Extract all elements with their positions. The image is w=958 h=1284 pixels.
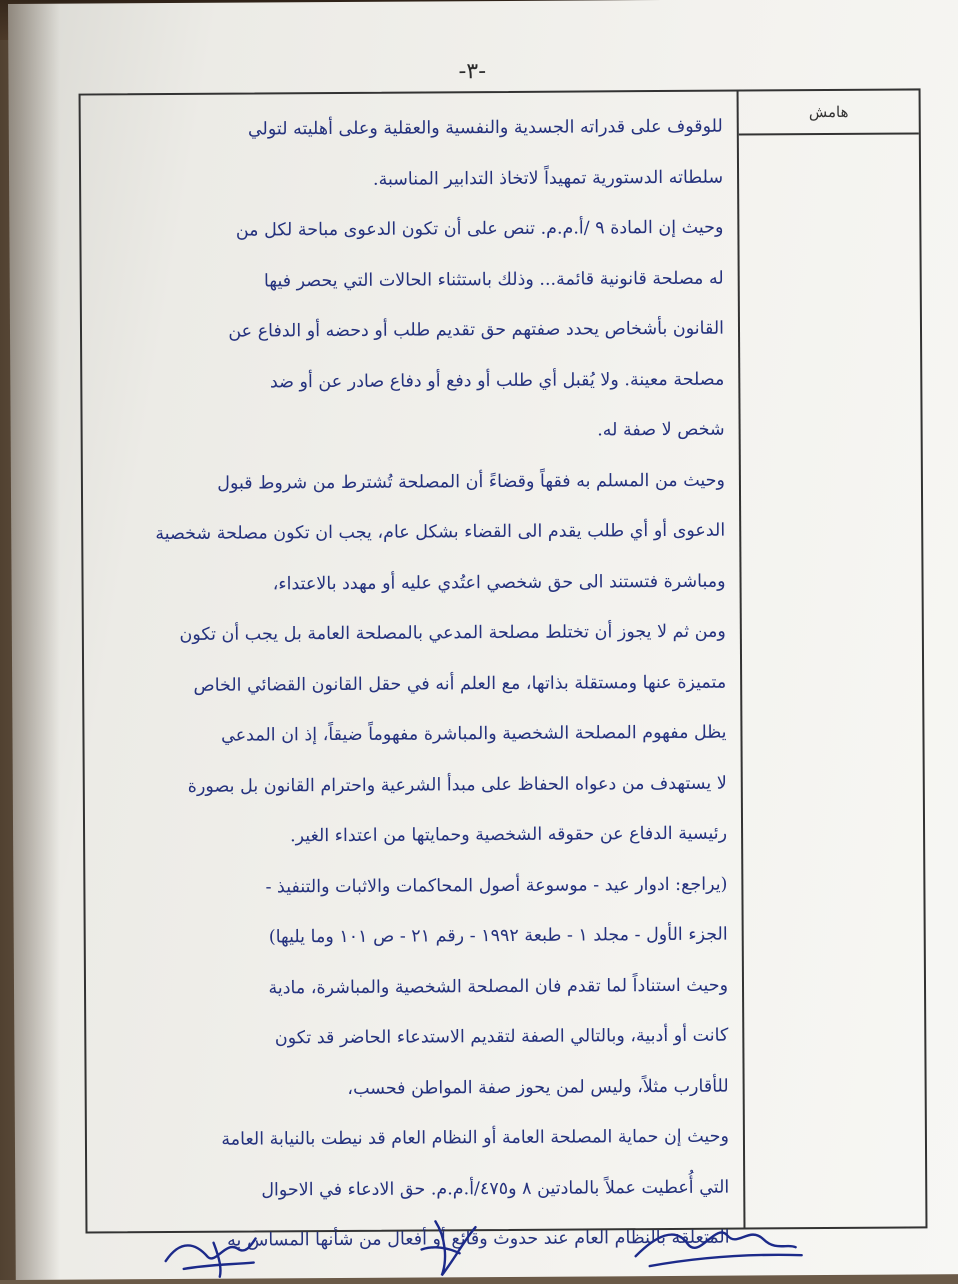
text-line: شخص لا صفة له.	[597, 419, 725, 441]
handwritten-text	[81, 92, 744, 1251]
document-page	[8, 0, 958, 1280]
signatures-row	[15, 1194, 958, 1284]
text-line: مصلحة معينة. ولا يُقبل أي طلب أو دفع أو دفاع صادر عن أو ضد	[269, 369, 725, 392]
text-line: لا يستهدف من دعواه الحفاظ على مبدأ الشرعية واحترام القانون بل بصورة	[187, 773, 727, 797]
signature-left	[166, 1239, 256, 1278]
text-line: ومباشرة فتستند الى حق شخصي اعتُدي عليه أو مهدد بالاعتداء،	[272, 571, 726, 594]
text-line: القانون بأشخاص يحدد صفتهم حق تقديم طلب أو دحضه أو الدفاع عن	[228, 318, 725, 342]
text-line: المتعلقة بالنظام العام عند حدوث وقائع أو أفعال من شأنها المساس به	[227, 1227, 730, 1251]
page-shadow	[0, 0, 60, 1280]
text-line: يظل مفهوم المصلحة الشخصية والمباشرة مفهوماً ضيقاً، إذ ان المدعي	[221, 722, 727, 746]
margin-header: هامش	[739, 90, 919, 135]
text-line: وحيث إن حماية المصلحة العامة أو النظام العام قد نيطت بالنيابة العامة	[221, 1126, 729, 1150]
page-number: -٣-	[458, 59, 487, 85]
text-line: كانت أو أدبية، وبالتالي الصفة لتقديم الاستدعاء الحاضر قد تكون	[274, 1025, 729, 1049]
text-line: متميزة عنها ومستقلة بذاتها، مع العلم أنه في حقل القانون القضائي الخاص	[193, 672, 727, 696]
text-line: ومن ثم لا يجوز أن تختلط مصلحة المدعي بالمصلحة العامة بل يجب أن تكون	[179, 621, 726, 645]
signature-right	[636, 1232, 802, 1266]
text-line: وحيث إن المادة ٩ /أ.م.م. تنص على أن تكون الدعوى مباحة لكل من	[235, 217, 724, 241]
text-line: له مصلحة قانونية قائمة... وذلك باستثناء الحالات التي يحصر فيها	[263, 268, 724, 291]
text-line: الجزء الأول - مجلد ١ - طبعة ١٩٩٢ - رقم ٢١ - ص ١٠١ وما يليها)	[268, 924, 728, 948]
text-line: وحيث استناداً لما تقدم فان المصلحة الشخصية والمباشرة، مادية	[268, 975, 729, 998]
text-line: وحيث من المسلم به فقهاً وقضاءً أن المصلحة تُشترط من شروط قبول	[217, 470, 725, 494]
text-line: رئيسية الدفاع عن حقوقه الشخصية وحمايتها من اعتداء الغير.	[289, 823, 728, 847]
text-line: (يراجع: ادوار عيد - موسوعة أصول المحاكمات والاثبات والتنفيذ -	[265, 874, 728, 897]
signature-middle	[421, 1221, 475, 1275]
text-line: سلطاته الدستورية تمهيداً لاتخاذ التدابير المناسبة.	[372, 167, 724, 190]
text-line: للوقوف على قدراته الجسدية والنفسية والعقلية وعلى أهليته لتولي	[247, 116, 723, 140]
margin-column	[737, 90, 926, 1227]
text-line: الدعوى أو أي طلب يقدم الى القضاء بشكل عام، يجب ان تكون مصلحة شخصية	[155, 520, 726, 545]
text-line: التي أُعطيت عملاً بالمادتين ٨ و٤٧٥/أ.م.م. حق الادعاء في الاحوال	[261, 1177, 730, 1200]
text-line: للأقارب مثلاً، وليس لمن يحوز صفة المواطن فحسب،	[347, 1076, 729, 1099]
page-frame	[79, 88, 928, 1251]
